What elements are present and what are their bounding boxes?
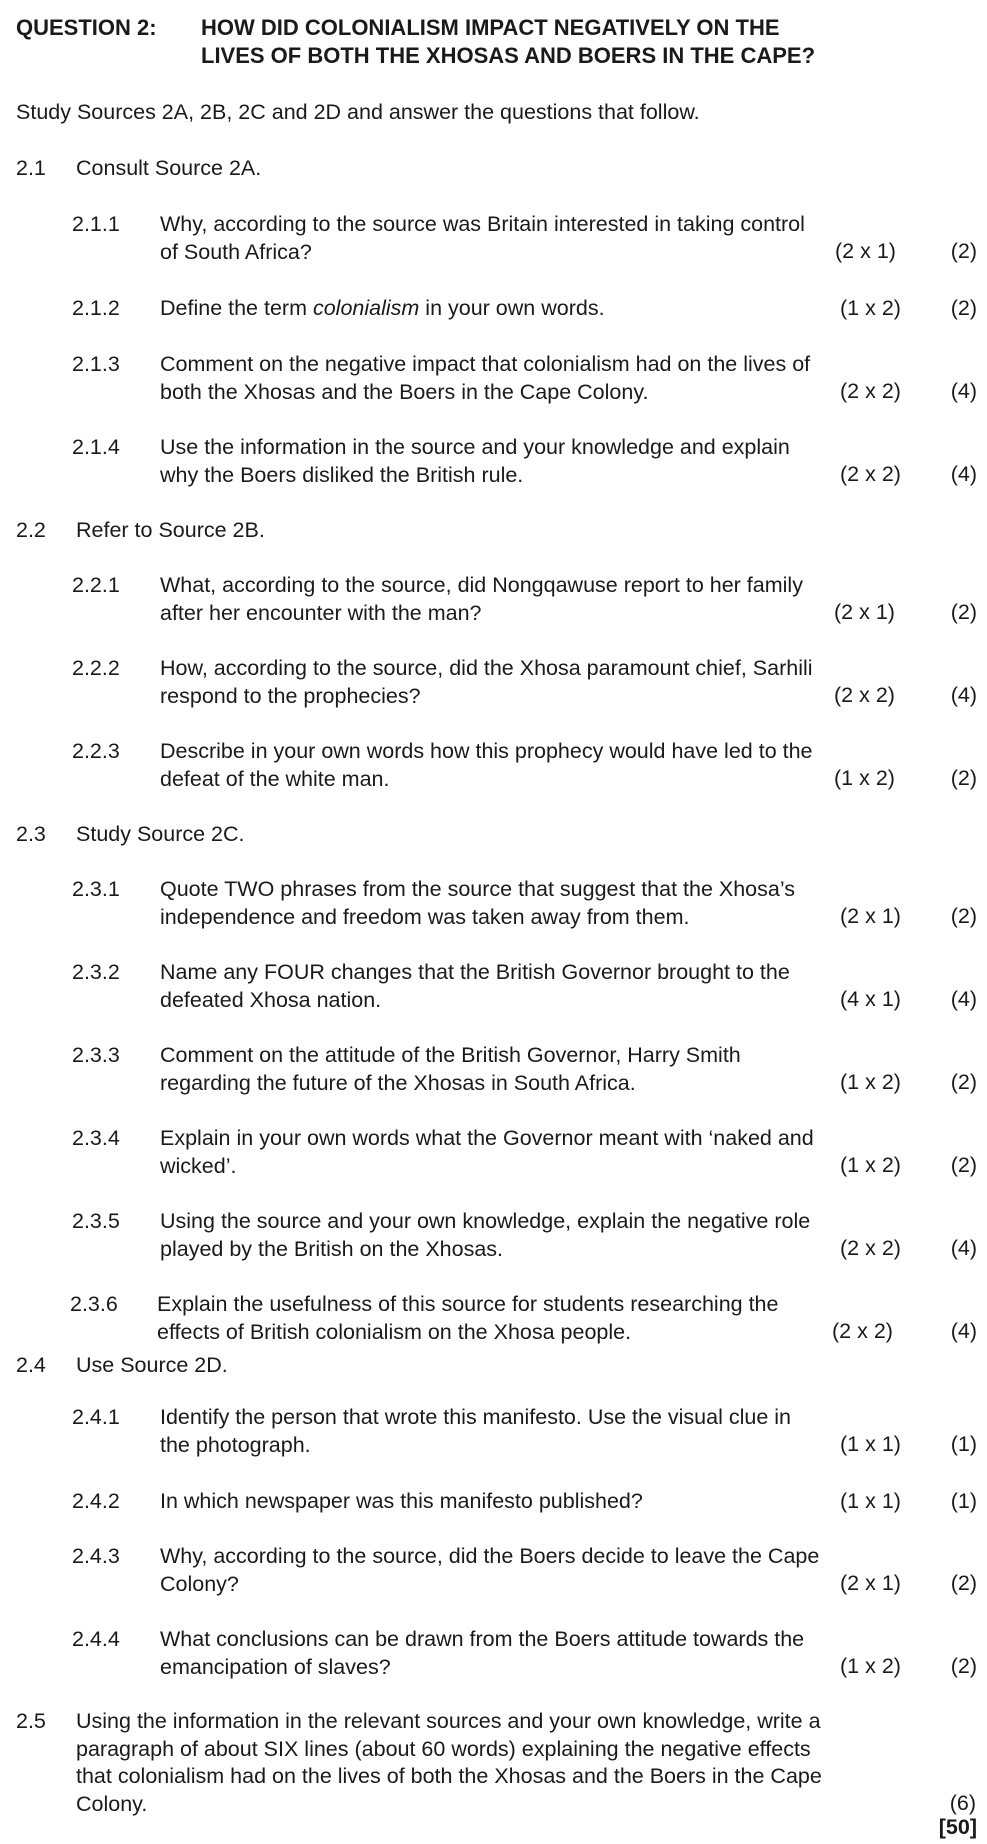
question-line: Name any FOUR changes that the British Governor brought to the — [160, 960, 790, 984]
mark-allocation: (2 x 2) — [840, 1236, 901, 1260]
question-marks: (2) — [950, 296, 977, 320]
section-number: 2.5 — [16, 1709, 46, 1733]
question-number: 2.3.6 — [70, 1292, 118, 1316]
question-line: What, according to the source, did Nongqawuse report to her family — [160, 573, 803, 597]
question-number: 2.2.1 — [72, 573, 120, 597]
question-item — [72, 655, 977, 715]
question-number: 2.3.5 — [72, 1209, 120, 1233]
question-line: paragraph of about SIX lines (about 60 words) explaining the negative effects — [76, 1736, 811, 1761]
question-item — [72, 434, 977, 494]
question-item — [72, 351, 977, 411]
question-line: played by the British on the Xhosas. — [160, 1236, 504, 1261]
question-line: Use the information in the source and your knowledge and explain — [160, 435, 790, 459]
question-line: Explain the usefulness of this source for students researching the — [157, 1292, 779, 1316]
question-line: defeat of the white man. — [160, 766, 390, 791]
question-item — [72, 1042, 977, 1102]
question-marks: (1) — [950, 1432, 977, 1456]
question-number: 2.3.1 — [72, 877, 120, 901]
question-item — [72, 572, 977, 632]
question-line: regarding the future of the Xhosas in South Africa. — [160, 1070, 636, 1095]
section-title: Use Source 2D. — [76, 1353, 228, 1377]
mark-allocation: (4 x 1) — [840, 987, 901, 1011]
question-marks: (2) — [950, 1153, 977, 1177]
question-text — [160, 211, 880, 266]
question-item — [72, 1404, 977, 1464]
section-number: 2.2 — [16, 518, 46, 542]
question-line: Colony? — [160, 1571, 239, 1596]
question-line: Explain in your own words what the Governor meant with ‘naked and — [160, 1126, 814, 1150]
question-line: effects of British colonialism on the Xhosa people. — [157, 1319, 632, 1344]
question-line: why the Boers disliked the British rule. — [160, 462, 524, 487]
question-text — [160, 738, 880, 793]
question-marks: (4) — [950, 379, 977, 403]
section-number: 2.4 — [16, 1353, 46, 1377]
question-number: 2.3.2 — [72, 960, 120, 984]
mark-allocation: (1 x 2) — [840, 1153, 901, 1177]
question-text — [160, 1042, 880, 1097]
question-marks: (2) — [950, 239, 977, 263]
emphasized-term: colonialism — [312, 296, 420, 320]
question-text — [160, 1543, 880, 1598]
question-marks: (4) — [950, 987, 977, 1011]
question-marks: (2) — [950, 1070, 977, 1094]
mark-allocation: (2 x 1) — [835, 239, 896, 263]
question-text — [160, 1208, 880, 1263]
question-item — [72, 1291, 977, 1351]
question-line: Using the information in the relevant sources and your own knowledge, write a — [76, 1709, 821, 1733]
question-line: wicked’. — [160, 1153, 237, 1178]
question-text — [160, 351, 880, 406]
question-marks: (1) — [950, 1489, 977, 1513]
question-marks: (4) — [950, 462, 977, 486]
mark-allocation: (2 x 2) — [840, 462, 901, 486]
mark-allocation: (1 x 2) — [840, 1654, 901, 1678]
question-marks: (2) — [950, 600, 977, 624]
question-marks: (6) — [949, 1791, 976, 1815]
question-line: Using the source and your own knowledge, explain the negative role — [160, 1209, 811, 1233]
question-text — [160, 1404, 880, 1459]
question-line: after her encounter with the man? — [160, 600, 482, 625]
question-line: In which newspaper was this manifesto published? — [160, 1489, 643, 1513]
question-line: emancipation of slaves? — [160, 1654, 391, 1679]
question-line: that colonialism had on the lives of both the Xhosas and the Boers in the Cape — [76, 1764, 822, 1788]
question-label: QUESTION 2: — [16, 15, 157, 40]
section-number: 2.1 — [16, 156, 46, 180]
question-line: Describe in your own words how this prophecy would have led to the — [160, 739, 813, 763]
question-number: 2.2.3 — [72, 739, 120, 763]
question-number: 2.1.3 — [72, 352, 120, 376]
mark-allocation: (2 x 2) — [834, 683, 895, 707]
question-line: the photograph. — [160, 1432, 311, 1457]
mark-allocation: (1 x 1) — [840, 1489, 901, 1513]
question-text — [160, 655, 880, 710]
question-title — [201, 14, 961, 69]
mark-allocation: (1 x 2) — [840, 296, 901, 320]
question-text-end: in your own words. — [419, 296, 605, 320]
question-line: respond to the prophecies? — [160, 683, 421, 708]
question-line: of South Africa? — [160, 239, 312, 264]
question-title-line-2: LIVES OF BOTH THE XHOSAS AND BOERS IN THE CAPE? — [201, 42, 816, 68]
question-line: Colony. — [76, 1791, 148, 1816]
question-item — [72, 876, 977, 936]
question-item — [72, 211, 977, 271]
question-text — [160, 1125, 880, 1180]
question-line: What conclusions can be drawn from the Boers attitude towards the — [160, 1627, 805, 1651]
mark-allocation: (1 x 2) — [840, 1070, 901, 1094]
section-number: 2.3 — [16, 822, 46, 846]
mark-allocation: (1 x 1) — [840, 1432, 901, 1456]
question-text — [160, 1626, 880, 1681]
section-title: Refer to Source 2B. — [76, 518, 265, 542]
question-text — [160, 572, 880, 627]
question-text — [160, 295, 880, 323]
question-number: 2.1.1 — [72, 212, 120, 236]
question-item — [72, 959, 977, 1019]
question-text-start: Define the term — [160, 296, 313, 320]
section-title: Consult Source 2A. — [76, 156, 262, 180]
section-title: Study Source 2C. — [76, 822, 245, 846]
question-number: 2.3.4 — [72, 1126, 120, 1150]
question-marks: (2) — [950, 1654, 977, 1678]
question-text — [160, 959, 880, 1014]
question-marks: (2) — [950, 904, 977, 928]
question-item — [72, 738, 977, 798]
question-item — [72, 1208, 977, 1268]
question-number: 2.1.4 — [72, 435, 120, 459]
question-line: Why, according to the source, did the Boers decide to leave the Cape — [160, 1544, 820, 1568]
question-line: How, according to the source, did the Xhosa paramount chief, Sarhili — [160, 656, 813, 680]
question-marks: (4) — [950, 1236, 977, 1260]
question-line: both the Xhosas and the Boers in the Cape Colony. — [160, 379, 649, 404]
question-item — [72, 1626, 977, 1686]
question-line: Why, according to the source was Britain interested in taking control — [160, 212, 805, 236]
question-item — [72, 1543, 977, 1603]
mark-allocation: (2 x 1) — [834, 600, 895, 624]
question-number: 2.2.2 — [72, 656, 120, 680]
mark-allocation: (1 x 2) — [834, 766, 895, 790]
question-title-line-1: HOW DID COLONIALISM IMPACT NEGATIVELY ON THE — [201, 15, 780, 40]
question-item — [72, 1125, 977, 1185]
question-number: 2.4.3 — [72, 1544, 120, 1568]
question-line: Comment on the attitude of the British Governor, Harry Smith — [160, 1043, 741, 1067]
question-number: 2.3.3 — [72, 1043, 120, 1067]
question-text — [160, 1488, 880, 1516]
question-number: 2.4.2 — [72, 1489, 120, 1513]
mark-allocation: (2 x 1) — [840, 1571, 901, 1595]
question-item — [72, 295, 977, 355]
question-number: 2.4.1 — [72, 1405, 120, 1429]
question-marks: (4) — [950, 683, 977, 707]
question-line: Identify the person that wrote this manifesto. Use the visual clue in — [160, 1405, 791, 1429]
question-number: 2.1.2 — [72, 296, 120, 320]
question-line: defeated Xhosa nation. — [160, 987, 382, 1012]
question-text — [157, 1291, 877, 1346]
question-line: Comment on the negative impact that colonialism had on the lives of — [160, 352, 811, 376]
total-marks: [50] — [938, 1815, 977, 1839]
question-text — [160, 434, 880, 489]
question-marks: (4) — [950, 1319, 977, 1343]
question-marks: (2) — [950, 766, 977, 790]
question-line: Quote TWO phrases from the source that suggest that the Xhosa’s — [160, 877, 795, 901]
instructions: Study Sources 2A, 2B, 2C and 2D and answer the questions that follow. — [16, 100, 700, 124]
mark-allocation: (2 x 1) — [840, 904, 901, 928]
question-item — [72, 1488, 977, 1548]
mark-allocation: (2 x 2) — [832, 1319, 893, 1343]
question-line: independence and freedom was taken away from them. — [160, 904, 690, 929]
question-marks: (2) — [950, 1571, 977, 1595]
question-number: 2.4.4 — [72, 1627, 120, 1651]
paragraph-question-text — [76, 1708, 921, 1818]
question-text — [160, 876, 880, 931]
mark-allocation: (2 x 2) — [840, 379, 901, 403]
